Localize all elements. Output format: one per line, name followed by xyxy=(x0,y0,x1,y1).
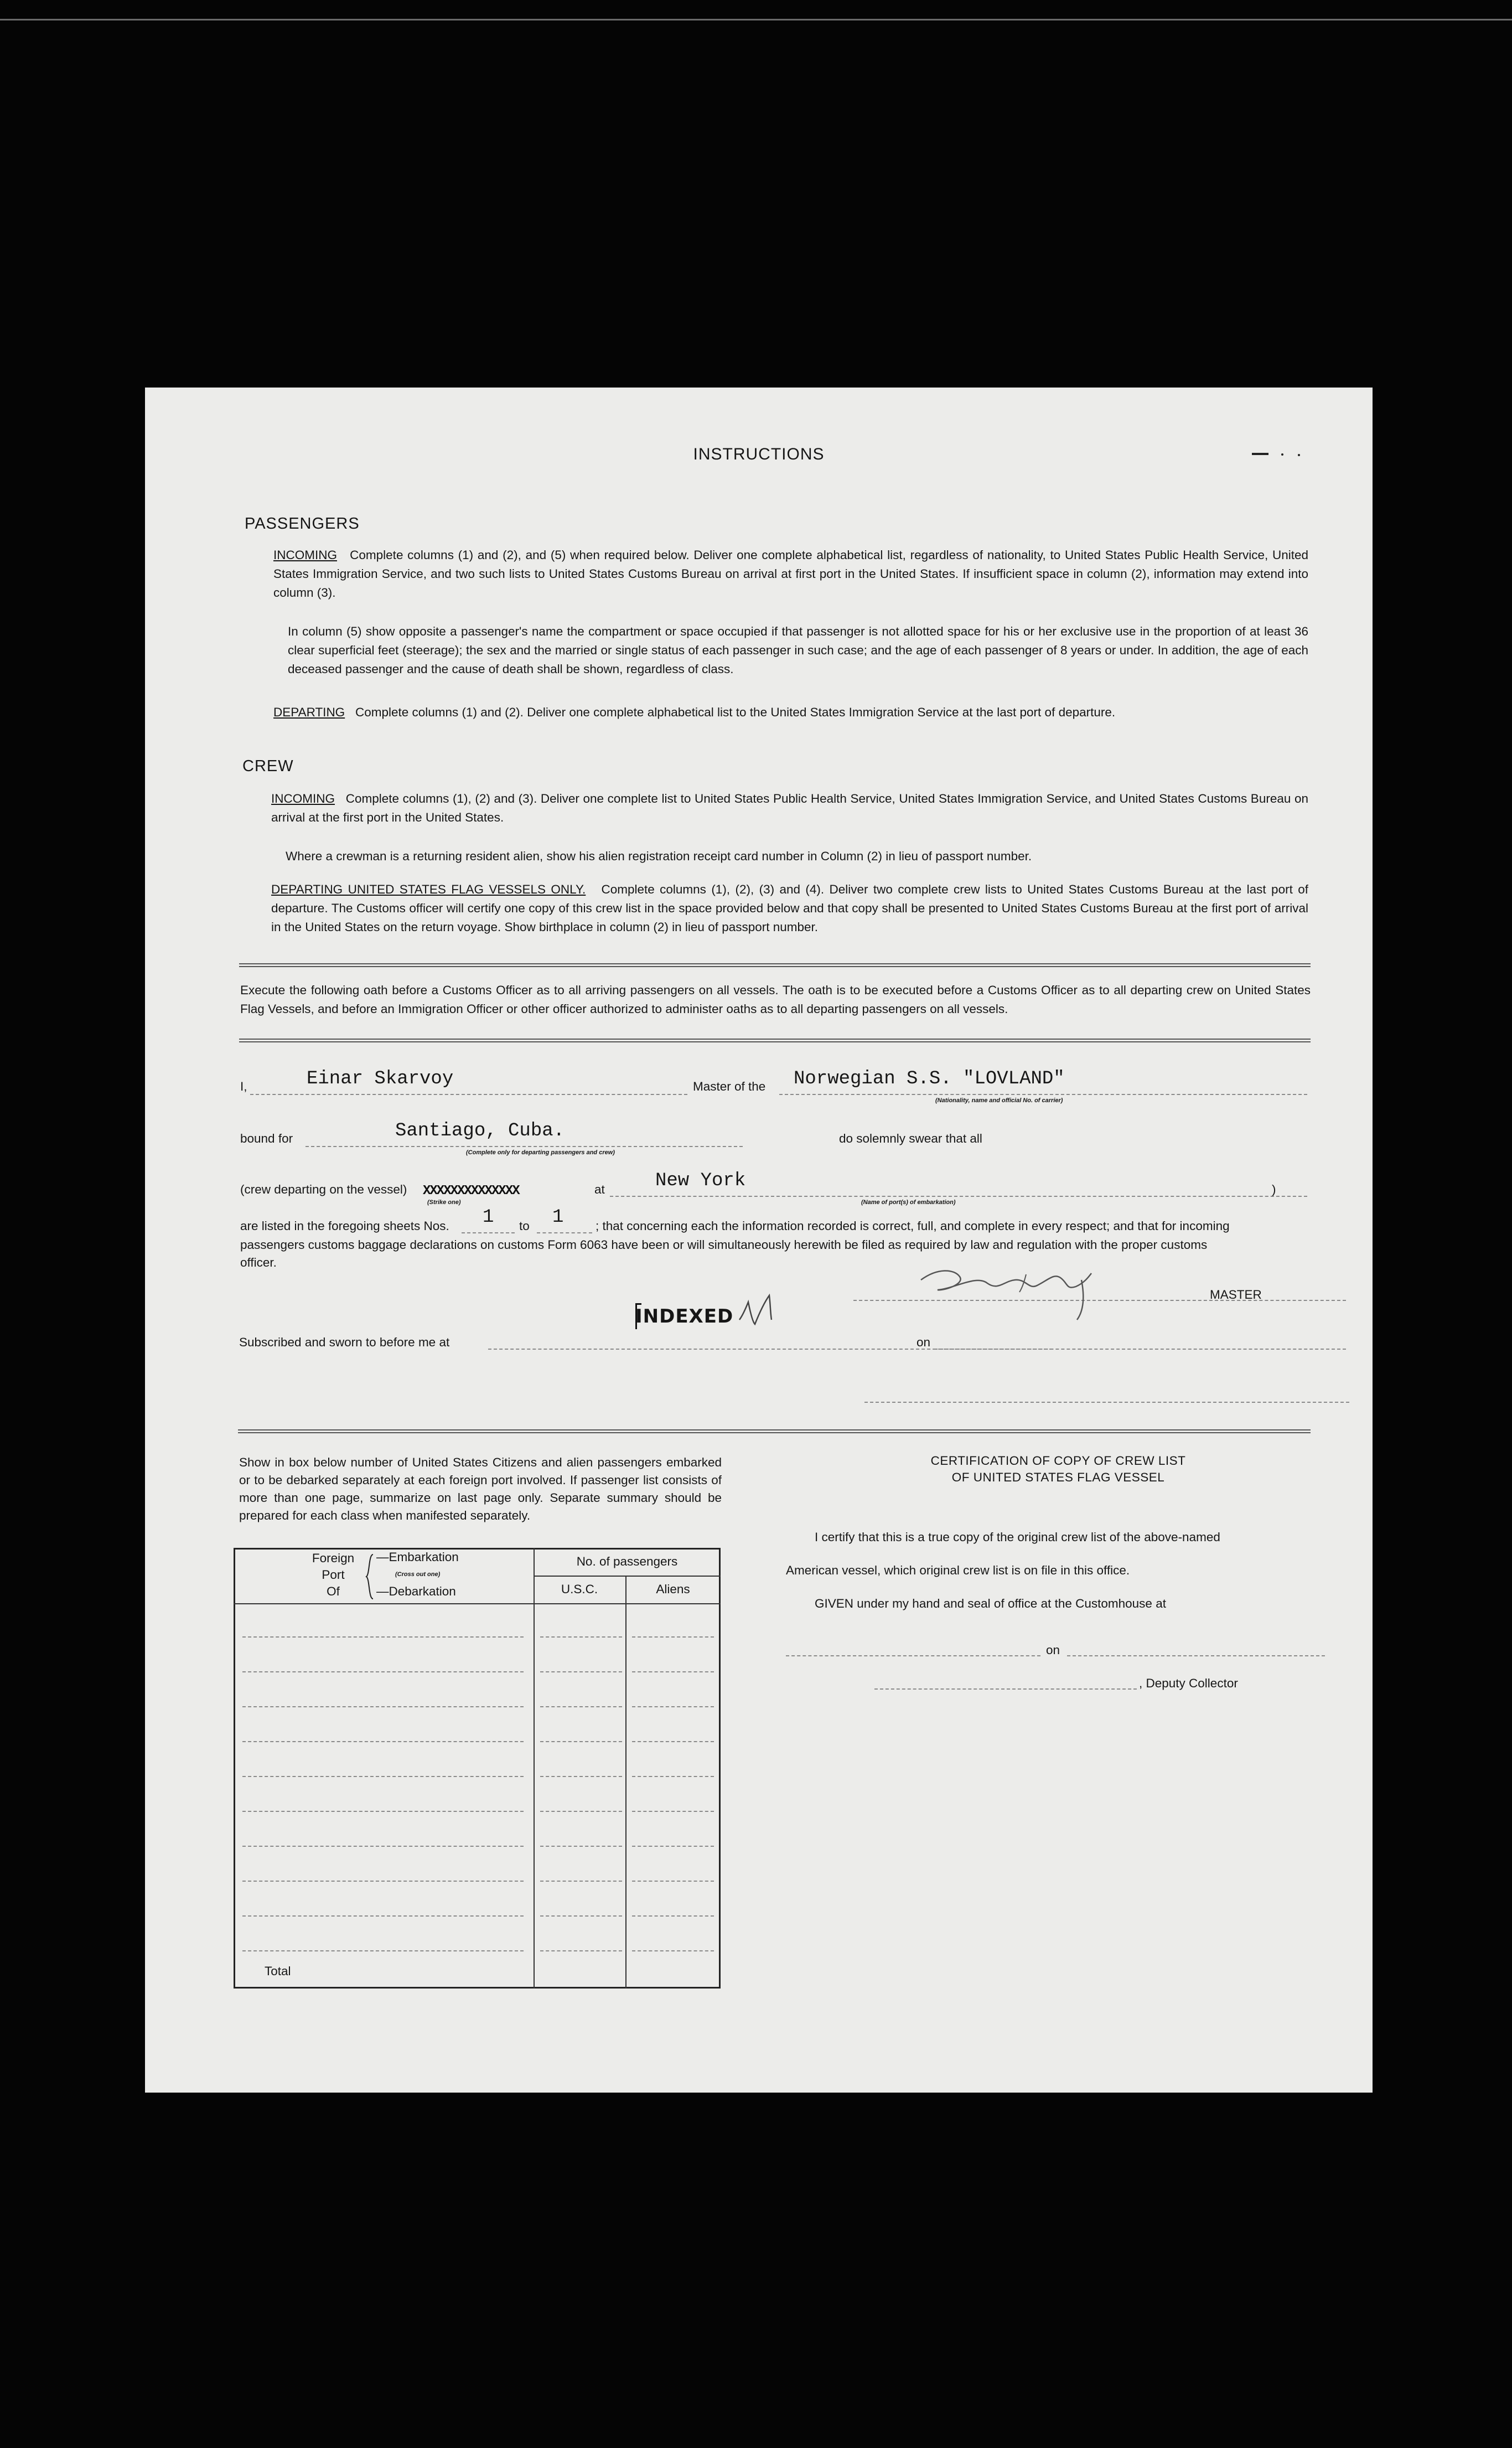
divider-rule-3 xyxy=(238,1429,1311,1433)
table-col-divider-2 xyxy=(625,1576,626,1989)
summary-row-line xyxy=(242,1950,524,1951)
scan-top-rule xyxy=(0,19,1512,20)
header-embarkation: —Embarkation xyxy=(376,1550,459,1564)
summary-row-line xyxy=(632,1950,714,1951)
summary-row-line xyxy=(540,1811,622,1812)
certification-title-2: OF UNITED STATES FLAG VESSEL xyxy=(951,1470,1165,1484)
bound-for-label: bound for xyxy=(240,1132,293,1145)
summary-row-line xyxy=(540,1950,622,1951)
passengers-incoming-text: Complete columns (1) and (2), and (5) when required below. Deliver one complete alphabetical list, regardless of nationality, to United States Public Health Service, United States Immigration Service, and two such lists to United States Customs Bureau on arrival at first port in the United States. If insufficient space in column (2), information may extend into column (3). xyxy=(273,548,1308,600)
close-paren: ) xyxy=(1272,1182,1276,1196)
header-no-passengers: No. of passengers xyxy=(576,1554,678,1568)
certification-title-1: CERTIFICATION OF COPY OF CREW LIST xyxy=(930,1454,1186,1468)
subscribed-date-line xyxy=(934,1349,1346,1350)
summary-row-line xyxy=(242,1776,524,1777)
summary-row-line xyxy=(540,1881,622,1882)
deputy-label: , Deputy Collector xyxy=(1139,1676,1238,1690)
passengers-departing-text: Complete columns (1) and (2). Deliver one complete alphabetical list to the United States Immigration Service at the last port of departure. xyxy=(355,705,1116,719)
certification-on-label: on xyxy=(1046,1643,1060,1657)
sheet-from-line xyxy=(462,1232,515,1233)
summary-row-line xyxy=(632,1706,714,1707)
header-cross-out: (Cross out one) xyxy=(395,1571,441,1578)
statement-line-2: passengers customs baggage declarations on customs Form 6063 have been or will simultaneously herewith be filed as required by law and regulation with the proper customs xyxy=(240,1238,1208,1252)
at-label: at xyxy=(594,1182,605,1196)
summary-instructions: Show in box below number of United States Citizens and alien passengers embarked or to be debarked separately at each foreign port involved. If passenger list consists of more than one page, summarize on last page only. Separate summary should be prepared for each class when manifested separately. xyxy=(239,1455,722,1522)
summary-row-line xyxy=(242,1846,524,1847)
table-header-rule xyxy=(234,1603,721,1604)
summary-row-line xyxy=(540,1741,622,1742)
crew-heading: CREW xyxy=(242,757,294,775)
statement-line-3: officer. xyxy=(240,1256,277,1269)
indexed-initial xyxy=(737,1291,787,1330)
swear-text: do solemnly swear that all xyxy=(839,1132,982,1145)
port-value[interactable]: New York xyxy=(655,1170,746,1191)
crew-departing-paragraph xyxy=(271,880,1308,937)
sheet-to-line xyxy=(537,1232,592,1233)
certify-line-1: I certify that this is a true copy of the original crew list of the above-named xyxy=(815,1530,1220,1544)
vessel-value[interactable]: Norwegian S.S. "LOVLAND" xyxy=(794,1068,1065,1089)
header-port: Port xyxy=(322,1568,345,1582)
total-label: Total xyxy=(265,1964,291,1978)
sheet-to-value[interactable]: 1 xyxy=(552,1207,564,1228)
vessel-line xyxy=(779,1094,1307,1095)
destination-value[interactable]: Santiago, Cuba. xyxy=(395,1120,565,1142)
certification-place-line xyxy=(786,1655,1040,1656)
master-name-line xyxy=(250,1094,687,1095)
certification-date-line xyxy=(1067,1655,1325,1656)
summary-row-line xyxy=(540,1915,622,1917)
stamp-bracket xyxy=(635,1303,641,1329)
page-title: INSTRUCTIONS xyxy=(693,445,825,463)
summary-row-line xyxy=(242,1706,524,1707)
given-text: GIVEN under my hand and seal of office at the Customhouse at xyxy=(815,1597,1166,1610)
crew-incoming-paragraph xyxy=(271,789,1308,827)
divider-rule-2 xyxy=(239,1039,1311,1042)
subscribed-label: Subscribed and sworn to before me at xyxy=(239,1335,450,1349)
crew-departing-label-oath: (crew departing on the vessel) xyxy=(240,1182,407,1196)
indexed-stamp: INDEXED xyxy=(635,1305,734,1328)
strike-note: (Strike one) xyxy=(427,1199,461,1206)
crew-incoming-label: INCOMING xyxy=(271,792,335,805)
sheet-from-value[interactable]: 1 xyxy=(483,1207,494,1228)
passenger-summary-table xyxy=(234,1548,721,1989)
header-usc: U.S.C. xyxy=(561,1582,598,1596)
document-page xyxy=(145,388,1373,2093)
passengers-heading: PASSENGERS xyxy=(245,515,360,533)
destination-line xyxy=(305,1146,743,1147)
summary-row-line xyxy=(632,1776,714,1777)
subscribed-on-label: on xyxy=(916,1335,931,1349)
crew-departing-text: Complete columns (1), (2), (3) and (4). Deliver two complete crew lists to United States Customs Bureau at the last port of departure. The Customs officer will certify one copy of this crew list in the space provided below and that copy shall be presented to United States Customs Bureau at the first port of arrival in the United States on the return voyage. Show birthplace in column (2) in lieu of passport number. xyxy=(271,882,1308,934)
summary-row-line xyxy=(540,1706,622,1707)
officer-signature-line xyxy=(864,1402,1349,1403)
summary-row-line xyxy=(540,1776,622,1777)
summary-row-line xyxy=(242,1811,524,1812)
summary-row-line xyxy=(242,1671,524,1672)
to-label: to xyxy=(519,1219,530,1233)
corner-mark xyxy=(1252,453,1307,455)
passengers-column5-paragraph: In column (5) show opposite a passenger's name the compartment or space occupied if that passenger is not allotted space for his or her exclusive use in the proportion of at least 36 clear superficial feet (steerage); the sex and the married or single status of each passenger in such case; and the age of each passenger of 8 years or under. In addition, the age of each deceased passenger and the cause of death shall be shown, regardless of class. xyxy=(288,624,1308,676)
struck-out-text: XXXXXXXXXXXXXX xyxy=(423,1184,519,1199)
passengers-departing-paragraph xyxy=(273,703,1308,722)
destination-note: (Complete only for departing passengers and crew) xyxy=(466,1149,615,1156)
certify-line-2: American vessel, which original crew list is on file in this office. xyxy=(786,1563,1130,1577)
summary-row-line xyxy=(540,1846,622,1847)
port-line xyxy=(610,1196,1307,1197)
summary-row-line xyxy=(632,1636,714,1638)
master-of-label: Master of the xyxy=(693,1080,766,1093)
crew-departing-label: DEPARTING UNITED STATES FLAG VESSELS ONLY. xyxy=(271,882,586,896)
divider-rule-1 xyxy=(239,963,1311,967)
summary-row-line xyxy=(540,1636,622,1638)
table-subheader-rule xyxy=(534,1576,721,1577)
listed-label: are listed in the foregoing sheets Nos. xyxy=(240,1219,449,1233)
master-label: MASTER xyxy=(1210,1288,1262,1302)
summary-row-line xyxy=(632,1881,714,1882)
vessel-note: (Nationality, name and official No. of carrier) xyxy=(935,1097,1063,1104)
summary-row-line xyxy=(242,1741,524,1742)
master-name-value[interactable]: Einar Skarvoy xyxy=(307,1068,454,1089)
header-of: Of xyxy=(327,1584,340,1598)
header-debarkation: —Debarkation xyxy=(376,1584,456,1598)
crew-resident-paragraph: Where a crewman is a returning resident alien, show his alien registration receipt card number in Column (2) in lieu of passport number. xyxy=(286,849,1032,863)
summary-row-line xyxy=(632,1741,714,1742)
deputy-signature-line xyxy=(874,1688,1137,1690)
header-foreign: Foreign xyxy=(312,1551,355,1565)
crew-incoming-text: Complete columns (1), (2) and (3). Deliver one complete list to United States Public Health Service, United States Immigration Service, and United States Customs Bureau on arrival at the first port in the United States. xyxy=(271,792,1308,824)
summary-row-line xyxy=(242,1881,524,1882)
corner-dash-icon xyxy=(1252,453,1307,456)
table-col-divider-1 xyxy=(534,1548,535,1989)
summary-row-line xyxy=(242,1915,524,1917)
summary-row-line xyxy=(632,1846,714,1847)
summary-row-line xyxy=(632,1915,714,1917)
passengers-incoming-paragraph xyxy=(273,546,1308,602)
port-note: (Name of port(s) of embarkation) xyxy=(861,1199,956,1206)
oath-i-label: I, xyxy=(240,1080,247,1093)
passengers-incoming-label: INCOMING xyxy=(273,548,337,562)
summary-row-line xyxy=(632,1671,714,1672)
oath-instructions: Execute the following oath before a Customs Officer as to all arriving passengers on all vessels. The oath is to be executed before a Customs Officer as to all departing crew on United States Flag Vessels, and before an Immigration Officer or other officer authorized to administer oaths as to all departing passengers on all vessels. xyxy=(240,983,1311,1016)
statement-tail: ; that concerning each the information recorded is correct, full, and complete in every respect; and that for incoming xyxy=(596,1219,1230,1233)
summary-row-line xyxy=(540,1671,622,1672)
header-aliens: Aliens xyxy=(656,1582,690,1596)
master-signature xyxy=(915,1258,1098,1324)
summary-row-line xyxy=(242,1636,524,1638)
header-brace-icon xyxy=(365,1553,376,1600)
summary-row-line xyxy=(632,1811,714,1812)
passengers-departing-label: DEPARTING xyxy=(273,705,345,719)
